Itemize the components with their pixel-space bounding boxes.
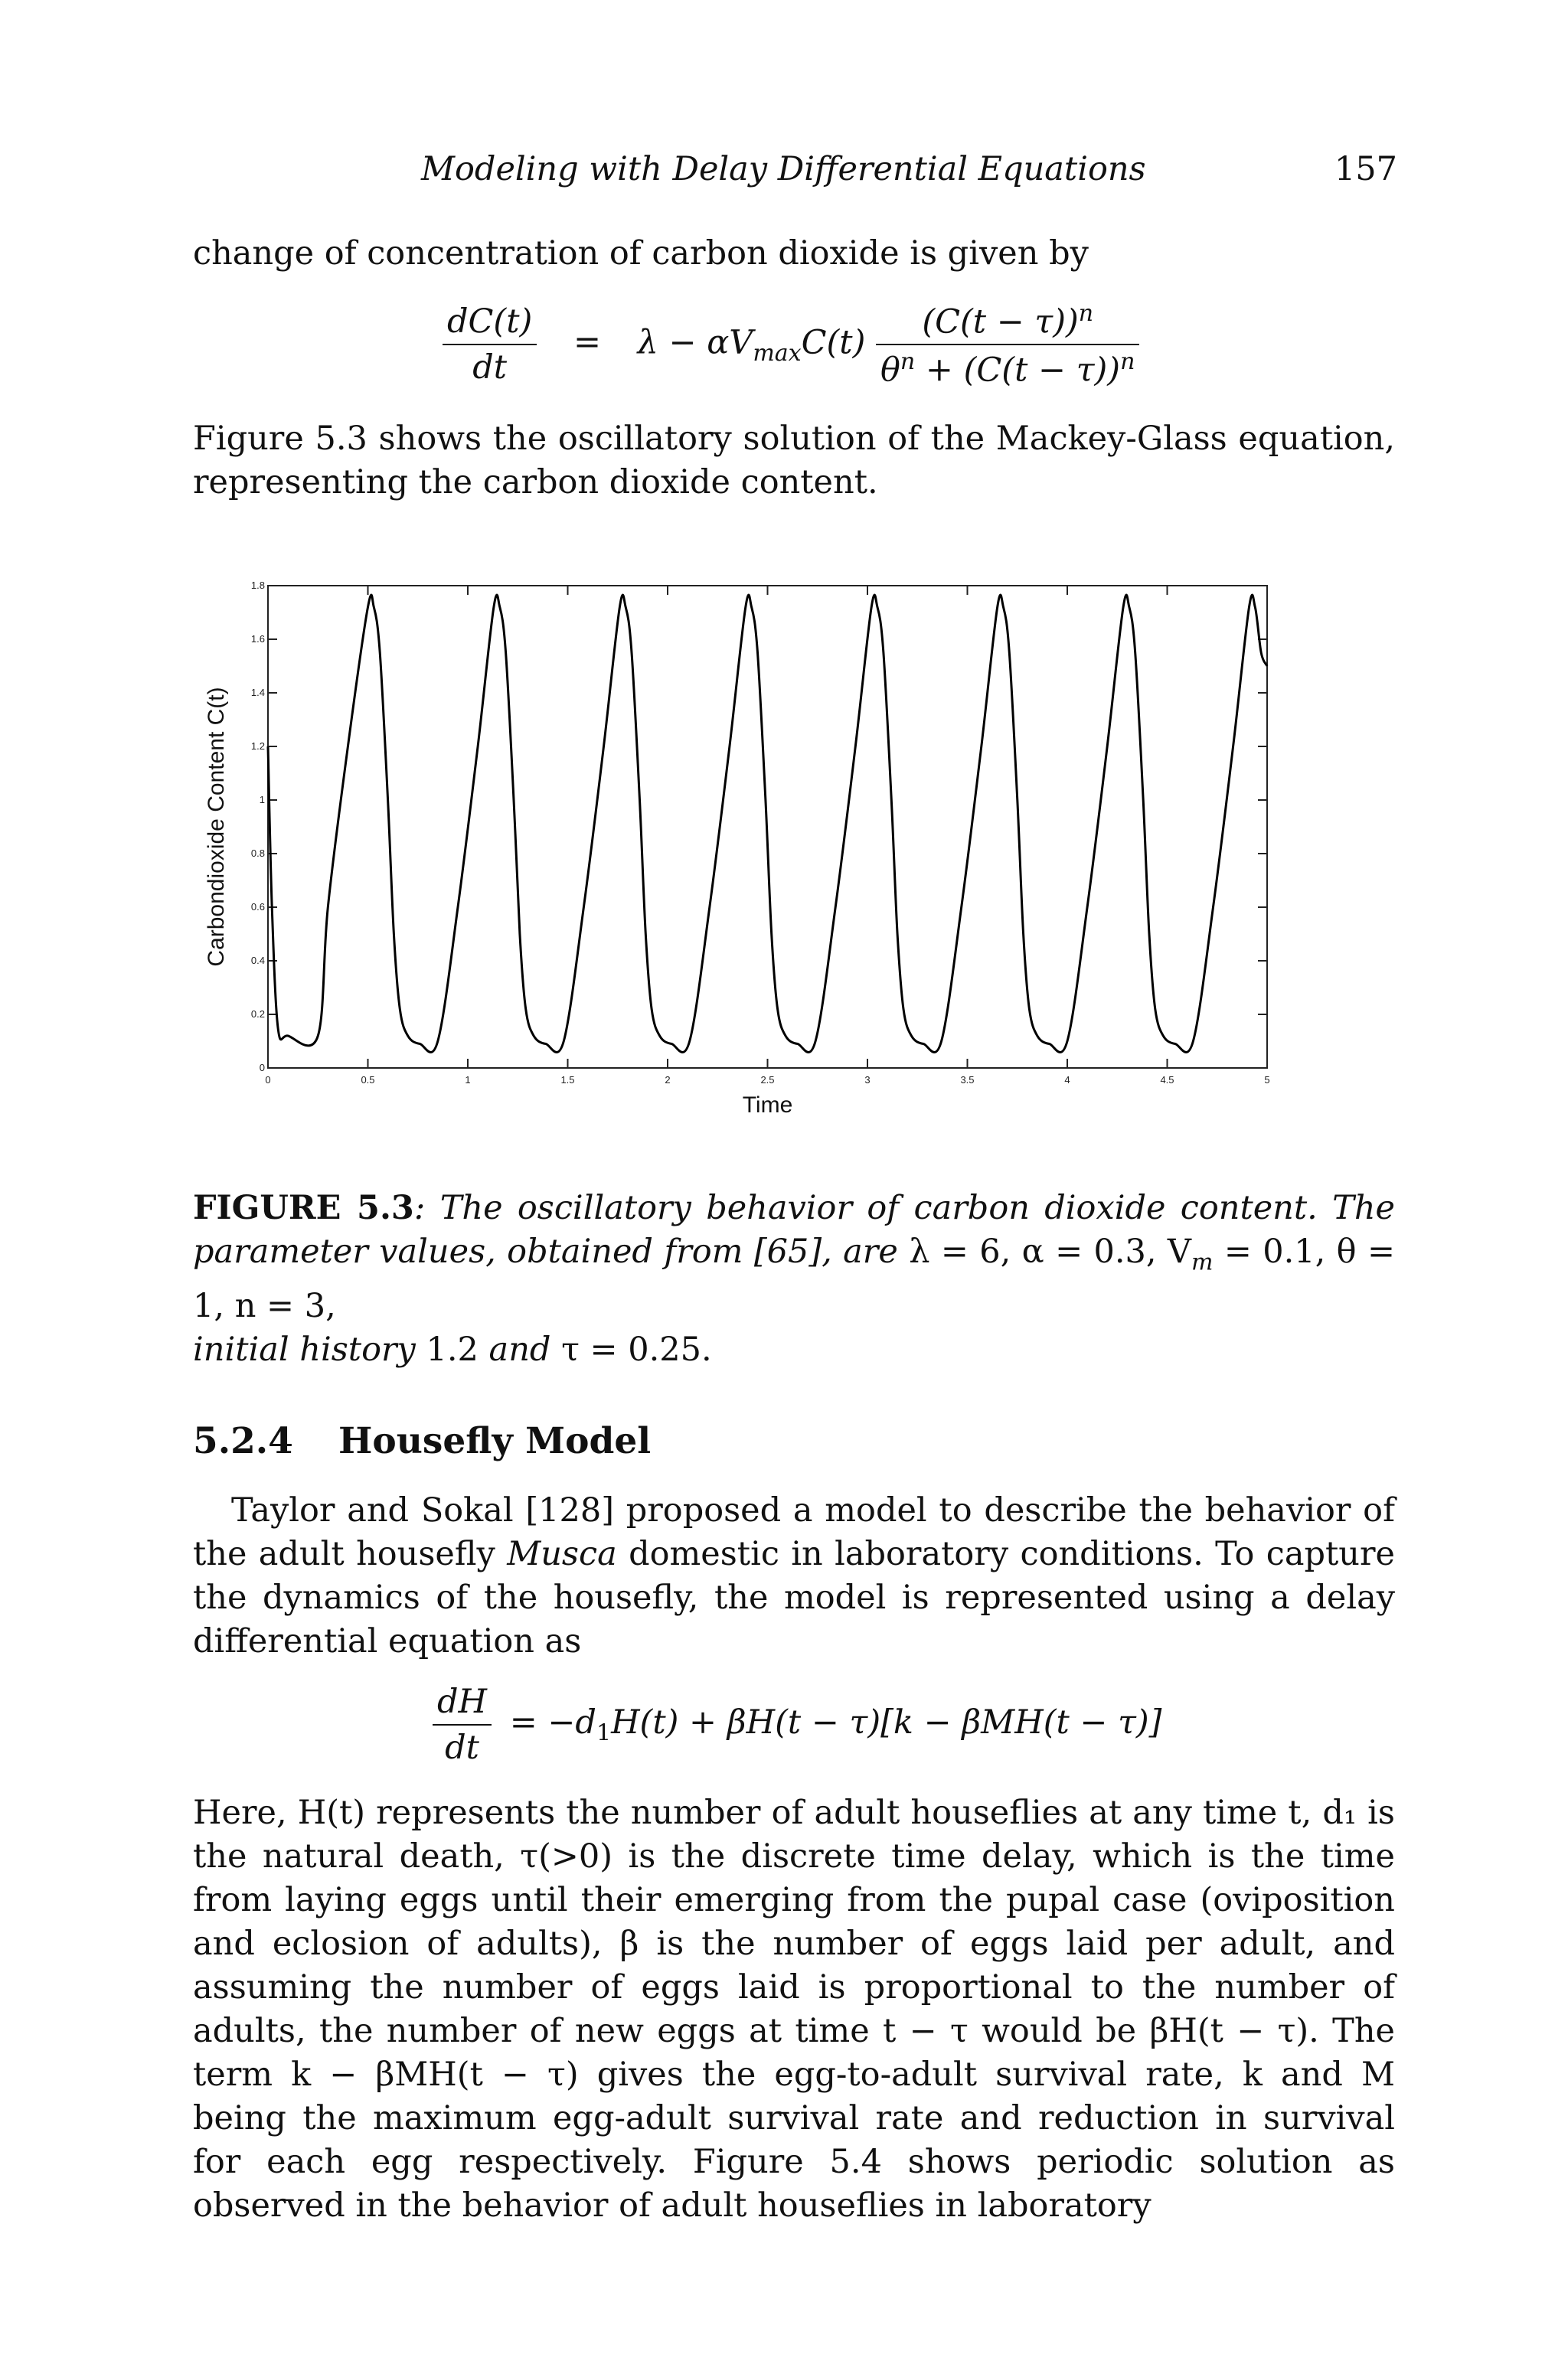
x-tick-label: 1 (465, 1074, 471, 1086)
figure-caption (193, 1187, 1395, 1372)
x-tick-label: 2.5 (760, 1074, 775, 1086)
section-heading (193, 1420, 651, 1462)
rhs-denominator-mid: + (C(t − τ)) (915, 351, 1121, 390)
y-tick-label: 0.2 (250, 1008, 265, 1020)
eq2-denominator: dt (445, 1729, 479, 1767)
figure-label: FIGURE 5.3 (193, 1189, 414, 1227)
page-number: 157 (1334, 150, 1397, 188)
housefly-paragraph (193, 1489, 1395, 1664)
y-axis-label: Carbondioxide Content C(t) (204, 687, 229, 967)
x-tick-label: 3.5 (960, 1074, 975, 1086)
y-tick-label: 0.6 (250, 901, 265, 913)
y-tick-label: 1.4 (250, 687, 265, 698)
eq2-rhs-rest: H(t) + βH(t − τ)[k − βMH(t − τ)] (611, 1703, 1162, 1742)
page-header (191, 150, 1397, 196)
caption-params-sub: m (1191, 1249, 1214, 1276)
x-tick-label: 4.5 (1160, 1074, 1174, 1086)
y-tick-label: 0.4 (250, 955, 265, 966)
x-tick-label: 3 (864, 1074, 871, 1086)
rhs-subscript: max (753, 339, 802, 367)
lhs-denominator: dt (472, 348, 508, 387)
caption-params: λ = 6, α = 0.3, V (909, 1233, 1191, 1271)
y-tick-label: 0.8 (250, 847, 265, 859)
final-paragraph: Here, H(t) represents the number of adult houseflies at any time t, d₁ is the natural death, τ(>0) is the discrete time delay, which is the time from laying eggs until their emerging from the pupal case (oviposition and eclosion of adults), β is the number of eggs laid per adult, and assuming the number of eggs laid is proportional to the number of adults, the number of new eggs at time t − τ would be βH(t − τ). The term k − βMH(t − τ) gives the egg-to-adult survival rate, k and M being the maximum egg-adult survival rate and reduction in survival for each egg respectively. Figure 5.4 shows periodic solution as observed in the behavior of adult houseflies in laboratory (193, 1794, 1395, 2225)
equation-co2 (443, 300, 1139, 390)
caption-params-rest: = 0.1, θ = 1, n = 3, (193, 1233, 1395, 1325)
equals-sign: = (573, 323, 601, 362)
caption-text-3: and (478, 1330, 562, 1369)
rhs-denominator-exp1: n (900, 348, 916, 376)
eq2-lhs-fraction (433, 1683, 492, 1767)
caption-tau: τ = 0.25. (561, 1330, 712, 1369)
x-axis-label: Time (742, 1092, 793, 1118)
eq2-rhs-subscript: 1 (596, 1719, 612, 1747)
x-tick-label: 4 (1064, 1074, 1070, 1086)
running-title: Modeling with Delay Differential Equations (421, 150, 1146, 188)
y-tick-label: 1.8 (250, 580, 265, 591)
y-tick-label: 1.2 (250, 740, 265, 752)
rhs-denominator-theta: θ (880, 351, 900, 390)
rhs-prefix: λ − αV (637, 323, 753, 362)
housefly-text-2: domestic in laboratory conditions. To capture the dynamics of the housefly, the model is represented using a delay differential equation as (193, 1535, 1395, 1660)
housefly-text-1: Taylor and Sokal [128] proposed a model to describe the behavior of the adult housefly (193, 1491, 1395, 1573)
rhs-numerator: (C(t − τ)) (922, 302, 1079, 341)
section-title: Housefly Model (338, 1420, 652, 1462)
co2-oscillation-chart (191, 567, 1286, 1133)
figure-intro-paragraph: Figure 5.3 shows the oscillatory solution of the Mackey-Glass equation, representing the carbon dioxide content. (193, 420, 1395, 501)
section-number: 5.2.4 (193, 1420, 293, 1462)
lhs-numerator: dC(t) (443, 302, 537, 345)
rhs-middle: C(t) (801, 323, 866, 362)
caption-text-1: : The oscillatory behavior of carbon dioxide content. The parameter values, obtained from [65], are (193, 1189, 1396, 1271)
y-tick-label: 1 (259, 794, 265, 805)
rhs-numerator-exponent: n (1078, 300, 1094, 327)
eq2-rhs: = −d (509, 1703, 596, 1742)
y-tick-label: 0 (259, 1062, 265, 1073)
rhs-denominator-exp2: n (1120, 348, 1135, 376)
x-tick-label: 2 (665, 1074, 671, 1086)
equation-rhs-fraction (876, 300, 1139, 390)
housefly-italic: Musca (507, 1535, 617, 1573)
equation-lhs-fraction (443, 302, 537, 387)
x-tick-label: 0 (265, 1074, 271, 1086)
x-tick-label: 0.5 (361, 1074, 375, 1086)
eq2-numerator: dH (433, 1683, 492, 1726)
x-tick-label: 1.5 (560, 1074, 575, 1086)
x-tick-label: 5 (1264, 1074, 1270, 1086)
caption-text-2: initial history (193, 1330, 426, 1369)
equation-housefly (433, 1683, 1161, 1767)
y-tick-label: 1.6 (250, 633, 265, 645)
co2-series-line (268, 595, 1267, 1052)
caption-history-value: 1.2 (426, 1330, 479, 1369)
intro-text: change of concentration of carbon dioxide is given by (193, 234, 1089, 273)
